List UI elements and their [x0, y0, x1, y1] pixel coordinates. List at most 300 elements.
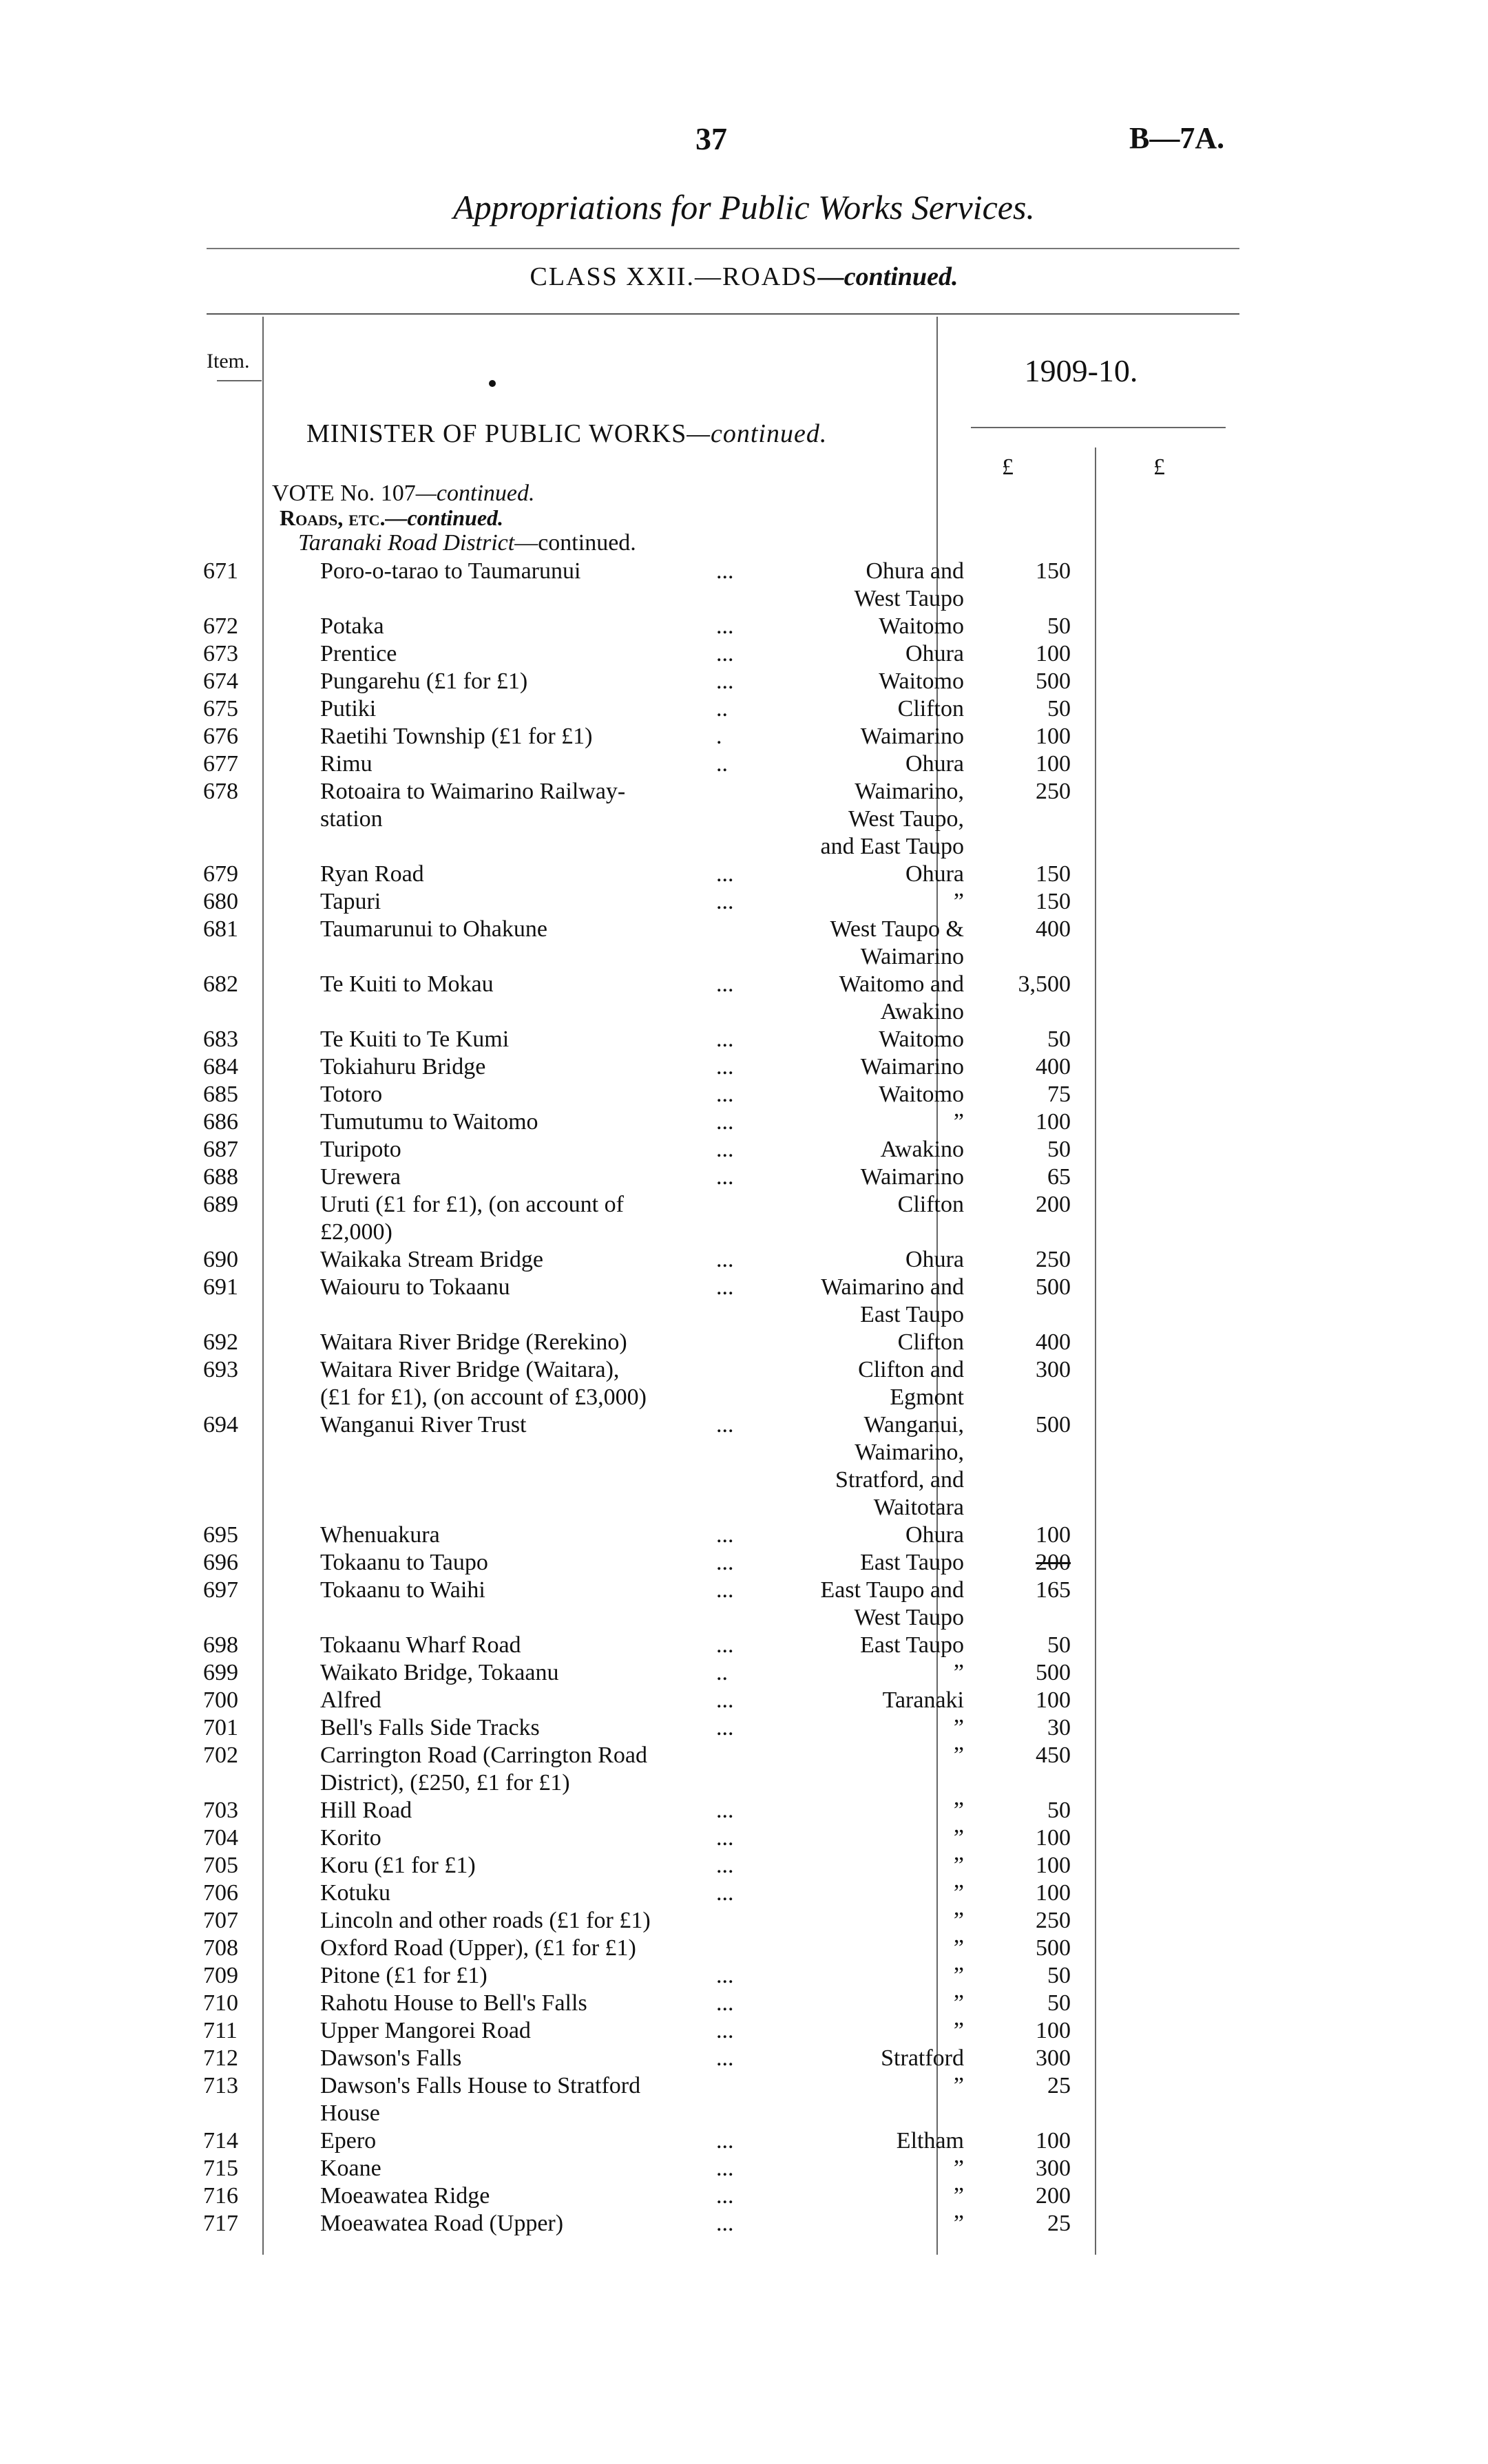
table-row	[193, 1549, 1226, 1577]
amount: 100	[1036, 2128, 1071, 2154]
amount: 200	[1036, 1192, 1071, 1217]
leader-dots: ...	[716, 1137, 734, 1162]
item-number: 694	[203, 1412, 238, 1438]
leader-dots: ...	[716, 2183, 734, 2209]
roads-suffix: —continued.	[385, 505, 504, 530]
page-number: 37	[695, 121, 727, 156]
road-name: Lincoln and other roads (£1 for £1)	[320, 1908, 651, 1933]
item-column-header: Item.	[207, 350, 250, 372]
vote-text: VOTE No. 107	[272, 481, 416, 506]
electorate: ”	[953, 1908, 964, 1933]
road-name: Upper Mangorei Road	[320, 2018, 531, 2043]
electorate: Ohura	[905, 1247, 964, 1272]
electorate: Waitomo	[879, 1082, 964, 1107]
table-row	[193, 750, 1226, 778]
electorate: Eltham	[896, 2128, 964, 2154]
class-heading-text: CLASS XXII.—ROADS	[530, 262, 818, 291]
leader-dots: ...	[716, 1026, 734, 1052]
amount: 200	[1036, 1550, 1071, 1575]
table-row	[193, 2182, 1226, 2210]
leader-dots: ...	[716, 1164, 734, 1190]
leader-dots: ...	[716, 1798, 734, 1823]
road-name: Waitara River Bridge (Rerekino)	[320, 1329, 627, 1355]
road-name: Tokiahuru Bridge	[320, 1054, 486, 1080]
road-name: Te Kuiti to Te Kumi	[320, 1026, 510, 1052]
road-name: Epero	[320, 2128, 377, 2154]
item-number: 703	[203, 1798, 238, 1823]
amount: 500	[1036, 1274, 1071, 1300]
class-heading	[0, 262, 1488, 292]
item-number: 697	[203, 1577, 238, 1603]
amount: 100	[1036, 641, 1071, 666]
electorate: ”	[953, 1798, 964, 1823]
leader-dots: ...	[716, 1715, 734, 1740]
electorate: ”	[953, 1963, 964, 1988]
table-row	[193, 1852, 1226, 1879]
amount: 400	[1036, 916, 1071, 942]
road-name: Rahotu House to Bell's Falls	[320, 1990, 587, 2016]
road-name: Dawson's Falls House to Stratford House	[320, 2073, 641, 2126]
item-number: 708	[203, 1935, 238, 1961]
road-name: Waikato Bridge, Tokaanu	[320, 1660, 559, 1685]
electorate: Taranaki	[882, 1687, 964, 1713]
amount: 100	[1036, 751, 1071, 777]
minister-text: MINISTER OF PUBLIC WORKS	[306, 419, 687, 448]
item-number: 693	[203, 1357, 238, 1382]
item-number: 714	[203, 2128, 238, 2154]
amount: 50	[1047, 696, 1071, 722]
electorate: Wanganui, Waimarino, Stratford, and Waitotara	[835, 1412, 964, 1520]
electorate: Clifton	[897, 1192, 964, 1217]
item-number: 688	[203, 1164, 238, 1190]
roads-heading	[280, 505, 503, 531]
road-name: Totoro	[320, 1082, 383, 1107]
table-row	[193, 1356, 1226, 1411]
table-row	[193, 1274, 1226, 1329]
road-name: Bell's Falls Side Tracks	[320, 1715, 540, 1740]
leader-dots: ...	[716, 1082, 734, 1107]
table-row	[193, 1935, 1226, 1962]
road-name: Moeawatea Road (Upper)	[320, 2211, 564, 2236]
amount: 400	[1036, 1329, 1071, 1355]
table-row	[193, 1824, 1226, 1852]
page-title: Appropriations for Public Works Services.	[453, 188, 1035, 227]
table-row	[193, 2155, 1226, 2182]
leader-dots: ...	[716, 1687, 734, 1713]
electorate: Ohura and West Taupo	[854, 558, 964, 611]
road-name: Moeawatea Ridge	[320, 2183, 490, 2209]
road-name: Putiki	[320, 696, 377, 722]
item-number: 715	[203, 2156, 238, 2181]
item-number: 676	[203, 724, 238, 749]
table-row	[193, 2127, 1226, 2155]
road-name: Tokaanu to Waihi	[320, 1577, 485, 1603]
leader-dots: ..	[716, 751, 728, 777]
minister-heading	[306, 419, 827, 449]
amount: 25	[1047, 2211, 1071, 2236]
table-row	[193, 2072, 1226, 2127]
table-row	[193, 1136, 1226, 1163]
electorate: Waimarino and East Taupo	[821, 1274, 964, 1327]
road-name: Carrington Road (Carrington Road District), (£250, £1 for £1)	[320, 1742, 647, 1796]
item-number: 699	[203, 1660, 238, 1685]
electorate: ”	[953, 1853, 964, 1878]
leader-dots: ...	[716, 1522, 734, 1548]
item-number: 672	[203, 613, 238, 639]
table-row	[193, 1191, 1226, 1246]
electorate: Waitomo	[879, 613, 964, 639]
amount: 150	[1036, 558, 1071, 584]
leader-dots: ...	[716, 1054, 734, 1080]
amount: 50	[1047, 1137, 1071, 1162]
electorate: Waimarino, West Taupo, and East Taupo	[820, 779, 964, 859]
item-number: 682	[203, 971, 238, 997]
amount: 165	[1036, 1577, 1071, 1603]
table-row	[193, 1962, 1226, 1990]
item-number: 674	[203, 668, 238, 694]
table-row	[193, 558, 1226, 613]
amount: 100	[1036, 1109, 1071, 1135]
item-number: 684	[203, 1054, 238, 1080]
electorate: ”	[953, 1742, 964, 1768]
electorate: ”	[953, 1935, 964, 1961]
amount: 30	[1047, 1715, 1071, 1740]
ink-dot	[489, 380, 496, 387]
amount: 65	[1047, 1164, 1071, 1190]
table-row	[193, 888, 1226, 916]
table-row	[193, 723, 1226, 750]
item-number: 713	[203, 2073, 238, 2098]
leader-dots: ...	[716, 1247, 734, 1272]
leader-dots: ...	[716, 1632, 734, 1658]
item-number: 711	[203, 2018, 238, 2043]
item-number: 709	[203, 1963, 238, 1988]
leader-dots: ...	[716, 558, 734, 584]
road-name: Waikaka Stream Bridge	[320, 1247, 543, 1272]
item-number: 678	[203, 779, 238, 804]
item-number: 683	[203, 1026, 238, 1052]
table-row	[193, 1329, 1226, 1356]
table-row	[193, 861, 1226, 888]
item-number: 696	[203, 1550, 238, 1575]
amount: 250	[1036, 1908, 1071, 1933]
table-row	[193, 1990, 1226, 2017]
item-number: 695	[203, 1522, 238, 1548]
road-name: Rimu	[320, 751, 373, 777]
item-number: 702	[203, 1742, 238, 1768]
leader-dots: ...	[716, 1880, 734, 1906]
table-row	[193, 1797, 1226, 1824]
table-row	[193, 1687, 1226, 1714]
electorate: Waimarino	[860, 724, 964, 749]
leader-dots: ..	[716, 696, 728, 722]
leader-dots: ...	[716, 1853, 734, 1878]
electorate: Waitomo	[879, 668, 964, 694]
item-number: 710	[203, 1990, 238, 2016]
road-name: Potaka	[320, 613, 384, 639]
table-row	[193, 1411, 1226, 1521]
amount: 300	[1036, 2156, 1071, 2181]
leader-dots: ...	[716, 1550, 734, 1575]
item-number: 706	[203, 1880, 238, 1906]
road-name: Tapuri	[320, 889, 381, 914]
class-heading-suffix: —continued.	[817, 262, 958, 291]
electorate: Waitomo	[879, 1026, 964, 1052]
item-number: 671	[203, 558, 238, 584]
amount: 100	[1036, 1522, 1071, 1548]
district-suffix: —continued.	[514, 530, 636, 556]
electorate: ”	[953, 2018, 964, 2043]
item-number: 704	[203, 1825, 238, 1851]
road-name: Waiouru to Tokaanu	[320, 1274, 510, 1300]
item-number: 686	[203, 1109, 238, 1135]
amount: 450	[1036, 1742, 1071, 1768]
road-name: Koane	[320, 2156, 381, 2181]
road-name: Rotoaira to Waimarino Railway- station	[320, 779, 626, 832]
item-number: 681	[203, 916, 238, 942]
table-row	[193, 1108, 1226, 1136]
road-name: Turipoto	[320, 1137, 401, 1162]
leader-dots: ...	[716, 2128, 734, 2154]
amount: 75	[1047, 1082, 1071, 1107]
currency-symbol-col2: £	[1153, 454, 1165, 480]
leader-dots: ...	[716, 2156, 734, 2181]
table-row	[193, 1879, 1226, 1907]
vote-suffix: —continued.	[415, 481, 535, 506]
electorate: ”	[953, 2183, 964, 2209]
electorate: Awakino	[880, 1137, 964, 1162]
road-name: Te Kuiti to Mokau	[320, 971, 494, 997]
road-name: Uruti (£1 for £1), (on account of £2,000)	[320, 1192, 624, 1245]
item-number: 679	[203, 861, 238, 887]
item-number: 705	[203, 1853, 238, 1878]
amount: 200	[1036, 2183, 1071, 2209]
table-row	[193, 1742, 1226, 1797]
leader-dots: ...	[716, 1577, 734, 1603]
table-row	[193, 695, 1226, 723]
leader-dots: ...	[716, 1963, 734, 1988]
electorate: Clifton	[897, 1329, 964, 1355]
appropriations-table	[193, 317, 1226, 2255]
amount: 100	[1036, 1825, 1071, 1851]
electorate: ”	[953, 2156, 964, 2181]
leader-dots: ...	[716, 1109, 734, 1135]
electorate: Ohura	[905, 751, 964, 777]
leader-dots: ...	[716, 1990, 734, 2016]
amount: 500	[1036, 1935, 1071, 1961]
amount: 50	[1047, 1963, 1071, 1988]
leader-dots: ...	[716, 613, 734, 639]
table-row	[193, 668, 1226, 695]
electorate: Waimarino	[860, 1164, 964, 1190]
road-name: Pungarehu (£1 for £1)	[320, 668, 528, 694]
electorate: West Taupo & Waimarino	[830, 916, 964, 969]
road-name: Korito	[320, 1825, 381, 1851]
road-name: Dawson's Falls	[320, 2045, 462, 2071]
amount: 100	[1036, 1687, 1071, 1713]
amount: 500	[1036, 668, 1071, 694]
table-row	[193, 1907, 1226, 1935]
electorate: Ohura	[905, 861, 964, 887]
amount: 25	[1047, 2073, 1071, 2098]
road-name: Taumarunui to Ohakune	[320, 916, 547, 942]
table-row	[193, 1577, 1226, 1632]
leader-dots: ...	[716, 1412, 734, 1438]
amount: 100	[1036, 724, 1071, 749]
table-row	[193, 1246, 1226, 1274]
table-row	[193, 640, 1226, 668]
road-name: Pitone (£1 for £1)	[320, 1963, 488, 1988]
electorate: ”	[953, 2073, 964, 2098]
amount: 300	[1036, 2045, 1071, 2071]
road-name: Ryan Road	[320, 861, 424, 887]
amount: 250	[1036, 779, 1071, 804]
road-name: Prentice	[320, 641, 397, 666]
road-name: Koru (£1 for £1)	[320, 1853, 476, 1878]
leader-dots: ..	[716, 1660, 728, 1685]
electorate: East Taupo	[860, 1550, 964, 1575]
leader-dots: ...	[716, 889, 734, 914]
item-number: 716	[203, 2183, 238, 2209]
amount: 500	[1036, 1660, 1071, 1685]
amount: 100	[1036, 2018, 1071, 2043]
item-number: 700	[203, 1687, 238, 1713]
item-number: 680	[203, 889, 238, 914]
leader-dots: ...	[716, 668, 734, 694]
leader-dots: ...	[716, 2018, 734, 2043]
item-number: 673	[203, 641, 238, 666]
table-row	[193, 1053, 1226, 1081]
item-header-rule	[217, 380, 262, 381]
minister-suffix: —continued.	[687, 419, 828, 448]
leader-dots: ...	[716, 1274, 734, 1300]
item-number: 701	[203, 1715, 238, 1740]
item-number: 717	[203, 2211, 238, 2236]
leader-dots: ...	[716, 2045, 734, 2071]
table-row	[193, 971, 1226, 1026]
amount: 250	[1036, 1247, 1071, 1272]
road-name: Hill Road	[320, 1798, 412, 1823]
roads-text: Roads, etc.	[280, 505, 386, 530]
item-number: 691	[203, 1274, 238, 1300]
district-heading	[298, 530, 636, 556]
district-text: Taranaki Road District	[298, 530, 515, 556]
table-rows	[193, 558, 1226, 2237]
table-row	[193, 1163, 1226, 1191]
table-row	[193, 613, 1226, 640]
table-row	[193, 1521, 1226, 1549]
table-row	[193, 2045, 1226, 2072]
item-number: 692	[203, 1329, 238, 1355]
electorate: ”	[953, 1109, 964, 1135]
amount: 50	[1047, 1026, 1071, 1052]
table-row	[193, 1659, 1226, 1687]
item-number: 687	[203, 1137, 238, 1162]
road-name: Kotuku	[320, 1880, 390, 1906]
vote-heading	[272, 481, 535, 507]
item-number: 689	[203, 1192, 238, 1217]
table-row	[193, 2017, 1226, 2045]
amount: 500	[1036, 1412, 1071, 1438]
electorate: ”	[953, 1880, 964, 1906]
leader-dots: ...	[716, 1825, 734, 1851]
amount: 400	[1036, 1054, 1071, 1080]
leader-dots: .	[716, 724, 722, 749]
amount: 150	[1036, 889, 1071, 914]
amount: 50	[1047, 1632, 1071, 1658]
table-row	[193, 778, 1226, 861]
document-reference: B—7A.	[1129, 121, 1225, 155]
electorate: ”	[953, 1660, 964, 1685]
road-name: Tokaanu Wharf Road	[320, 1632, 521, 1658]
table-row	[193, 916, 1226, 971]
electorate: ”	[953, 2211, 964, 2236]
electorate: ”	[953, 1715, 964, 1740]
electorate: East Taupo	[860, 1632, 964, 1658]
leader-dots: ...	[716, 641, 734, 666]
header-rule	[207, 248, 1239, 249]
currency-symbol-col1: £	[1002, 454, 1014, 480]
road-name: Wanganui River Trust	[320, 1412, 527, 1438]
road-name: Alfred	[320, 1687, 381, 1713]
table-row	[193, 1026, 1226, 1053]
table-top-rule	[207, 313, 1239, 315]
leader-dots: ...	[716, 971, 734, 997]
table-row	[193, 2210, 1226, 2237]
road-name: Urewera	[320, 1164, 401, 1190]
item-number: 707	[203, 1908, 238, 1933]
item-number: 712	[203, 2045, 238, 2071]
road-name: Waitara River Bridge (Waitara), (£1 for £1), (on account of £3,000)	[320, 1357, 647, 1410]
amount: 100	[1036, 1880, 1071, 1906]
road-name: Raetihi Township (£1 for £1)	[320, 724, 593, 749]
item-number: 690	[203, 1247, 238, 1272]
item-number: 677	[203, 751, 238, 777]
electorate: Ohura	[905, 1522, 964, 1548]
road-name: Tokaanu to Taupo	[320, 1550, 488, 1575]
leader-dots: ...	[716, 861, 734, 887]
electorate: ”	[953, 1825, 964, 1851]
electorate: Clifton	[897, 696, 964, 722]
table-row	[193, 1632, 1226, 1659]
electorate: ”	[953, 889, 964, 914]
electorate: ”	[953, 1990, 964, 2016]
amount: 50	[1047, 1990, 1071, 2016]
electorate: Ohura	[905, 641, 964, 666]
road-name: Oxford Road (Upper), (£1 for £1)	[320, 1935, 636, 1961]
electorate: Stratford	[881, 2045, 964, 2071]
amount: 150	[1036, 861, 1071, 887]
amount: 50	[1047, 1798, 1071, 1823]
amount: 3,500	[1018, 971, 1071, 997]
item-number: 675	[203, 696, 238, 722]
year-column-header: 1909-10.	[1024, 353, 1138, 388]
electorate: Waimarino	[860, 1054, 964, 1080]
amount: 100	[1036, 1853, 1071, 1878]
electorate: East Taupo and West Taupo	[820, 1577, 964, 1630]
table-row	[193, 1081, 1226, 1108]
amount: 300	[1036, 1357, 1071, 1382]
amount: 50	[1047, 613, 1071, 639]
road-name: Poro-o-tarao to Taumarunui	[320, 558, 581, 584]
year-header-rule	[971, 427, 1226, 428]
road-name: Whenuakura	[320, 1522, 440, 1548]
table-row	[193, 1714, 1226, 1742]
electorate: Clifton and Egmont	[858, 1357, 964, 1410]
leader-dots: ...	[716, 2211, 734, 2236]
road-name: Tumutumu to Waitomo	[320, 1109, 538, 1135]
electorate: Waitomo and Awakino	[839, 971, 964, 1024]
